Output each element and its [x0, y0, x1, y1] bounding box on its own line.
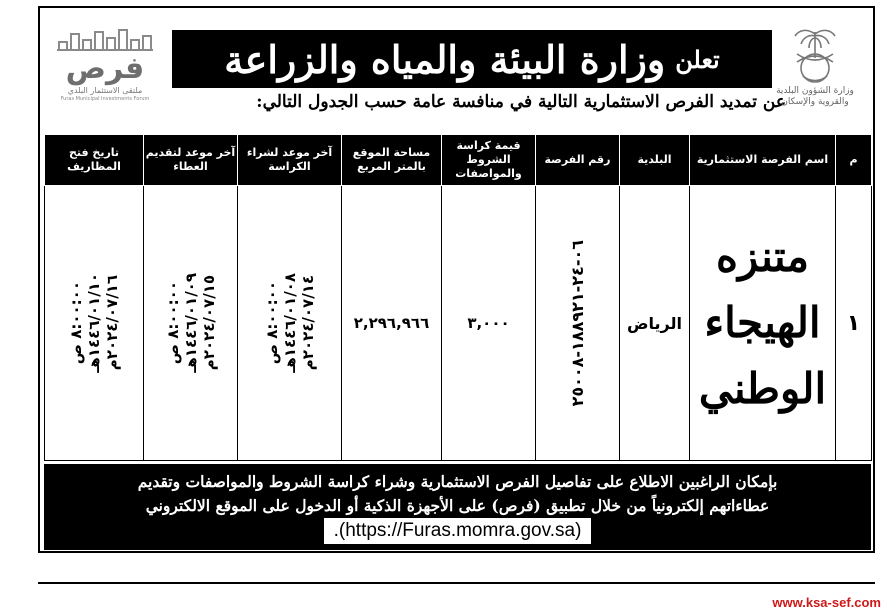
furas-logo-english: Furas Municipal Investments Forum	[60, 96, 150, 102]
furas-website-link[interactable]	[324, 518, 592, 544]
bid-deadline-time: ٨:٠٠:٠٠ ص	[163, 281, 182, 365]
bid-deadline-hijri: ١٤٤٦/٠١/٠٩هـ	[181, 273, 200, 373]
ad-subtitle: عن تمديد الفرص الاستثمارية التالية في منافسة عامة حسب الجدول التالي:	[256, 92, 786, 112]
purchase-deadline-hijri: ١٤٤٦/٠١/٠٨هـ	[280, 273, 299, 373]
opportunity-name: متنزه الهيجاء الوطني	[690, 186, 836, 461]
ministry-logo-line2: والقروية والإسكان	[781, 97, 849, 107]
header-opportunity-number: رقم الفرصة	[536, 135, 620, 186]
footer-url-suffix: .	[333, 520, 339, 541]
opening-date-time: ٨:٠٠:٠٠ ص	[67, 281, 85, 365]
header-bid-deadline: آخر موعد لتقديم العطاء	[144, 135, 238, 186]
skyline-icon	[57, 28, 153, 52]
advertisement-frame	[38, 6, 875, 553]
header-opportunity-name: اسم الفرصة الاستثمارية	[690, 135, 836, 186]
footer-notice	[44, 464, 871, 550]
ministry-logo	[765, 24, 865, 122]
header-site-area: مساحة الموقع بالمتر المربع	[342, 135, 442, 186]
opportunities-table	[44, 134, 872, 461]
opening-date-hijri: ١٤٤٦/٠١/١٠هـ	[85, 273, 103, 373]
title-banner	[172, 30, 772, 88]
ad-header	[40, 8, 873, 128]
footer-url-text: (https://Furas.momra.gov.sa)	[338, 520, 582, 541]
bottom-rule	[38, 582, 875, 584]
row-index: ١	[836, 186, 872, 461]
bid-deadline-gregorian: ٢٠٢٤/٠٧/١٥م	[199, 275, 218, 371]
header-booklet-price: قيمة كراسة الشروط والمواصفات	[442, 135, 536, 186]
ministry-logo-line1: وزارة الشؤون البلدية	[776, 86, 854, 96]
source-watermark: www.ksa-sef.com	[772, 595, 881, 610]
bid-deadline-cell	[144, 186, 238, 461]
palm-swords-emblem-icon	[785, 24, 845, 86]
ministry-name: وزارة البيئة والمياه والزراعة	[224, 36, 666, 82]
footer-line-1: بإمكان الراغبين الاطلاع على تفاصيل الفرص الاستثمارية وشراء كراسة الشروط والمواصفات وتقديم	[137, 472, 778, 491]
purchase-deadline-cell	[238, 186, 342, 461]
footer-line-3	[44, 518, 871, 544]
opportunity-number: ٠٦-٢٤-١٨٨٩٢١-٢٥٠٠٨	[567, 239, 587, 407]
opening-date-gregorian: ٢٠٢٤/٠٧/١٦م	[103, 275, 121, 371]
header-municipality: البلدية	[620, 135, 690, 186]
table-row	[45, 186, 872, 461]
furas-logo-subtitle: ملتقى الاستثمار البلدي	[67, 86, 143, 95]
header-opening-date: تاريخ فتح المظاريف	[45, 135, 144, 186]
footer-line-2: عطاءاتهم إلكترونياً من خلال تطبيق (فرص) على الأجهزة الذكية أو الدخول على الموقع الالكتروني	[145, 496, 770, 515]
municipality: الرياض	[620, 186, 690, 461]
announces-text: تعلن	[675, 44, 720, 74]
booklet-price: ٣,٠٠٠	[442, 186, 536, 461]
purchase-deadline-gregorian: ٢٠٢٤/٠٧/١٤م	[298, 275, 317, 371]
purchase-deadline-time: ٨:٠٠:٠٠ ص	[262, 281, 281, 365]
furas-logo	[50, 28, 160, 118]
opening-date-cell	[45, 186, 144, 461]
header-index: م	[836, 135, 872, 186]
furas-logo-word: فرص	[65, 51, 145, 86]
site-area: ٢,٢٩٦,٩٦٦	[342, 186, 442, 461]
table-header-row	[45, 135, 872, 186]
header-purchase-deadline: آخر موعد لشراء الكراسة	[238, 135, 342, 186]
opportunity-number-cell	[536, 186, 620, 461]
